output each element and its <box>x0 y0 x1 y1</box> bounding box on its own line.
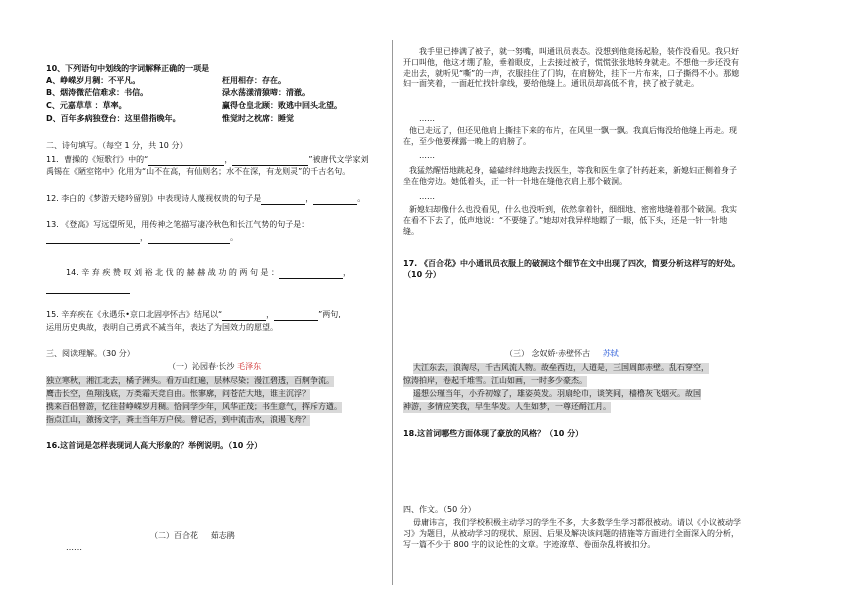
q10-option-c: C、元嘉草草 ：草率。 <box>46 101 127 110</box>
q10-option-d: D、百年多病独登台：这里借指晚年。 <box>46 114 181 123</box>
poem3-line-4: 神游，多情应笑我，早生华发。人生如梦，一尊还酹江月。 <box>403 402 611 411</box>
q15-line2: 运用历史典故，表明自己勇武不减当年，表达了为国效力的愿望。 <box>46 323 278 332</box>
q15-line1: 15. 辛弃疾在《永遇乐•京口北固亭怀古》结尾以“ ， ”两句, <box>46 310 341 319</box>
section2-title: 二、诗句填写。（每空 1 分，共 10 分） <box>46 141 188 150</box>
poem1-author: 毛泽东 <box>237 362 262 371</box>
poem3-line-3: 遥想公瑾当年，小乔初嫁了，雄姿英发。羽扇纶巾，谈笑间，樯橹灰飞烟灭。故国 <box>413 389 701 398</box>
q14-line2 <box>46 283 130 294</box>
story-author: 茹志鹃 <box>210 531 235 540</box>
poem1-line-1: 独立寒秋，湘江北去，橘子洲头。看万山红遍，层林尽染；漫江碧透，百舸争流。 <box>46 376 334 385</box>
poem1-title: （一）沁园春·长沙 <box>168 362 235 371</box>
q10-option-b: B、烟涛微茫信难求：书信。 <box>46 88 149 97</box>
q18: 18.这首词哪些方面体现了豪放的风格？（10 分） <box>403 429 584 438</box>
q12: 12. 李白的《梦游天姥吟留别》中表现诗人蔑视权贵的句子是 ， 。 <box>46 194 366 203</box>
q10-option-b2: 渌水荡漾清猿啼：清澈。 <box>222 88 310 97</box>
poem1-line-2: 鹰击长空，鱼翔浅底，万类霜天竞自由。怅寥廓，问苍茫大地，谁主沉浮？ <box>46 389 310 398</box>
q10-option-a: A、峥嵘岁月稠：不平凡。 <box>46 76 141 85</box>
q10-option-c2: 赢得仓皇北顾：败逃中回头北望。 <box>222 101 342 110</box>
story-heading <box>150 531 235 542</box>
poem3-line-2: 惊涛拍岸，卷起千堆雪。江山如画，一时多少豪杰。 <box>403 376 587 385</box>
poem1-line-3: 携来百侣曾游，忆往昔峥嵘岁月稠。恰同学少年，风华正茂；书生意气，挥斥方遒。 <box>46 402 342 411</box>
q10-title: 10、下列语句中划线的字词解释正确的一项是 <box>46 64 210 73</box>
q16: 16.这首词是怎样表现词人高大形象的？举例说明。（10 分） <box>46 441 263 450</box>
story-paragraph-2: 他已走远了，但还见他肩上撕挂下来的布片，在风里一飘一飘。我真后悔没给他缝上再走。现在，至少他要裸露一晚上的肩膀了。 <box>403 126 737 146</box>
story-ellipsis-1: …… <box>419 114 435 123</box>
poem1-heading <box>168 362 261 373</box>
section4-title: 四、作文。（50 分） <box>403 505 476 514</box>
q11-line2: 禹锡在《陋室铭中》化用为“山不在高，有仙则名；水不在深，有龙则灵”的千古名句。 <box>46 167 351 176</box>
q14-line1: 14. 辛 弃 疾 赞 叹 刘 裕 北 伐 的 赫 赫 战 功 的 两 句 是 ： ， <box>66 268 352 277</box>
story-ellipsis-2: …… <box>419 151 435 160</box>
poem3-line-1: 大江东去，浪淘尽，千古风流人物。故垒西边，人道是，三国周郎赤壁。乱石穿空， <box>413 363 709 372</box>
poem3-heading <box>505 349 619 360</box>
q10-option-a2: 枉用相存：存在。 <box>222 76 286 85</box>
poem1-line-4: 指点江山，激扬文字，粪土当年万户侯。曾记否，到中流击水，浪遏飞舟？ <box>46 415 310 424</box>
q13-line1: 13. 《登高》写远望所见，用传神之笔描写凄冷秋色和长江气势的句子是： <box>46 220 310 229</box>
story-ellipsis-3: …… <box>419 192 435 201</box>
q10-option-d2: 惟觉时之枕席：睡觉 <box>222 114 294 123</box>
story-title: （二）百合花 <box>150 531 198 540</box>
section3-title: 三、阅读理解。（30 分） <box>46 349 135 358</box>
q13-line2: ， 。 <box>46 233 238 244</box>
column-divider <box>392 40 393 585</box>
story-paragraph-3: 我猛然醒悟地跳起身，磕磕绊绊地跑去找医生，等我和医生拿了针药赶来，新媳妇正侧着身子坐在他旁边。她低着头，正一针一针地在缝他衣肩上那个破洞。 <box>403 166 737 186</box>
q11-line1: 11．曹操的《短歌行》中的“ ， ”被唐代文学家刘 <box>46 155 369 164</box>
poem3-author: 苏轼 <box>602 349 619 358</box>
story-paragraph-1: 我手里已捧满了被子，就一努嘴，叫通讯员表态。没想到他竟扬起脸，装作没看见。我只好开口叫他，他这才绷了脸，垂着眼皮，上去接过被子，慌慌张张地转身就走。不想他一步还没有走出去，就听见“嘶”的一声，衣服挂住了门钩，在肩膀处，挂下一片布来，口子撕得不小。那媳妇一面笑着，一面赶忙找针拿线，要给他缝上。通讯员却高低不肯，挟了被子就走。 <box>403 47 740 89</box>
poem3-title: （三） 念奴娇·赤壁怀古 <box>505 349 591 358</box>
story-ellipsis: …… <box>66 543 82 552</box>
story-paragraph-4: 新媳妇却像什么也没看见，什么也没听到，依然拿着针，细细地、密密地缝着那个破洞。我实在看不下去了，低声地说：“不要缝了。”她却对我异样地瞟了一眼，低下头，还是一针一针地缝。 <box>403 205 737 236</box>
essay-prompt: 毋庸讳言，我们学校积极主动学习的学生不多，大多数学生学习都很被动。请以《小议被动学习》为题目，从被动学习的现状、原因、后果及解决该问题的措施等方面进行全面深入的分析，写一篇不少于 800 字的议论性的文章。字迹潦草、卷面杂乱将被扣分。 <box>403 518 741 549</box>
q17: 17. 《百合花》中小通讯员衣服上的破洞这个细节在文中出现了四次，简要分析这样写的好处。（10 分） <box>403 259 740 279</box>
